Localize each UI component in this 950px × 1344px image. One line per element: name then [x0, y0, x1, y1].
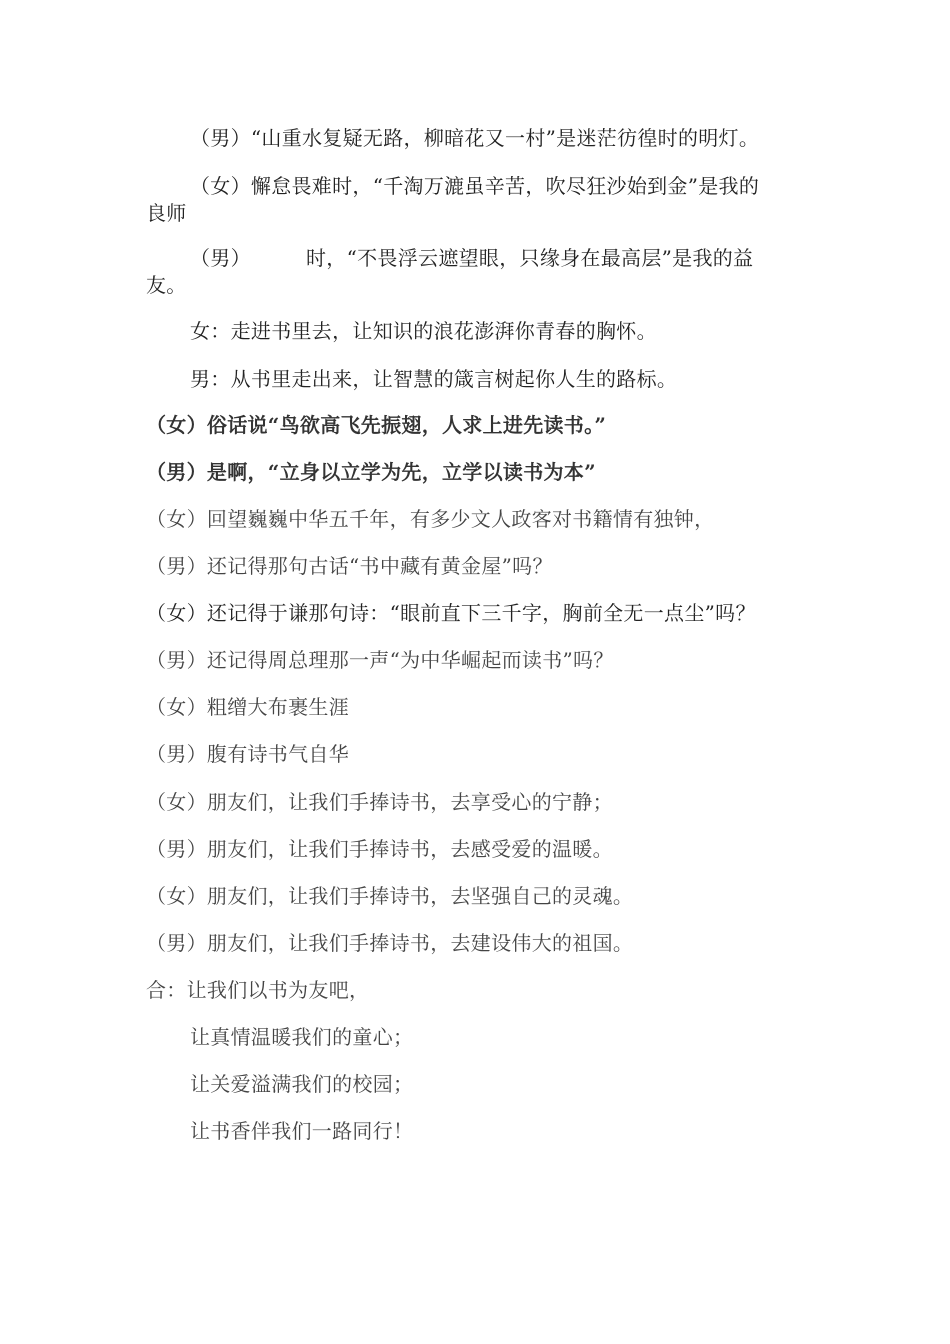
script-line: （女）懈怠畏难时，“千淘万漉虽辛苦，吹尽狂沙始到金”是我的 — [190, 174, 760, 198]
script-line-bold: （男）是啊，“立身以立学为先，立学以读书为本” — [146, 460, 596, 484]
script-line: （男）朋友们，让我们手捧诗书，去感受爱的温暖。 — [146, 837, 613, 861]
script-line: 时，“不畏浮云遮望眼，只缘身在最高层”是我的益 — [306, 246, 754, 270]
script-line: （女）朋友们，让我们手捧诗书，去坚强自己的灵魂。 — [146, 884, 634, 908]
script-line: （男）还记得那句古话“书中藏有黄金屋”吗？ — [146, 554, 553, 578]
script-line: （女）还记得于谦那句诗：“眼前直下三千字，胸前全无一点尘”吗？ — [146, 601, 756, 625]
script-line: 让书香伴我们一路同行！ — [190, 1119, 414, 1143]
script-line: （女）粗缯大布裹生涯 — [146, 695, 349, 719]
script-line: （女）朋友们，让我们手捧诗书，去享受心的宁静； — [146, 790, 613, 814]
script-line: （男）朋友们，让我们手捧诗书，去建设伟大的祖国。 — [146, 931, 634, 955]
script-line: 男：从书里走出来，让智慧的箴言树起你人生的路标。 — [190, 367, 678, 391]
script-line: （女）回望巍巍中华五千年，有多少文人政客对书籍情有独钟， — [146, 507, 715, 531]
script-line: （男）还记得周总理那一声“为中华崛起而读书”吗？ — [146, 648, 614, 672]
script-line: 合：让我们以书为友吧， — [146, 978, 370, 1002]
script-line: 友。 — [146, 273, 187, 297]
script-line: 让真情温暖我们的童心； — [190, 1025, 414, 1049]
script-line: （男）“山重水复疑无路，柳暗花又一村”是迷茫彷徨时的明灯。 — [190, 126, 760, 150]
script-line: 良师 — [146, 201, 187, 225]
script-line: 让关爱溢满我们的校园； — [190, 1072, 414, 1096]
script-line: 女：走进书里去，让知识的浪花澎湃你青春的胸怀。 — [190, 319, 657, 343]
script-line-bold: （女）俗话说“鸟欲高飞先振翅，人求上进先读书。” — [146, 413, 607, 437]
script-line: （男） — [190, 246, 251, 270]
script-line: （男）腹有诗书气自华 — [146, 742, 349, 766]
